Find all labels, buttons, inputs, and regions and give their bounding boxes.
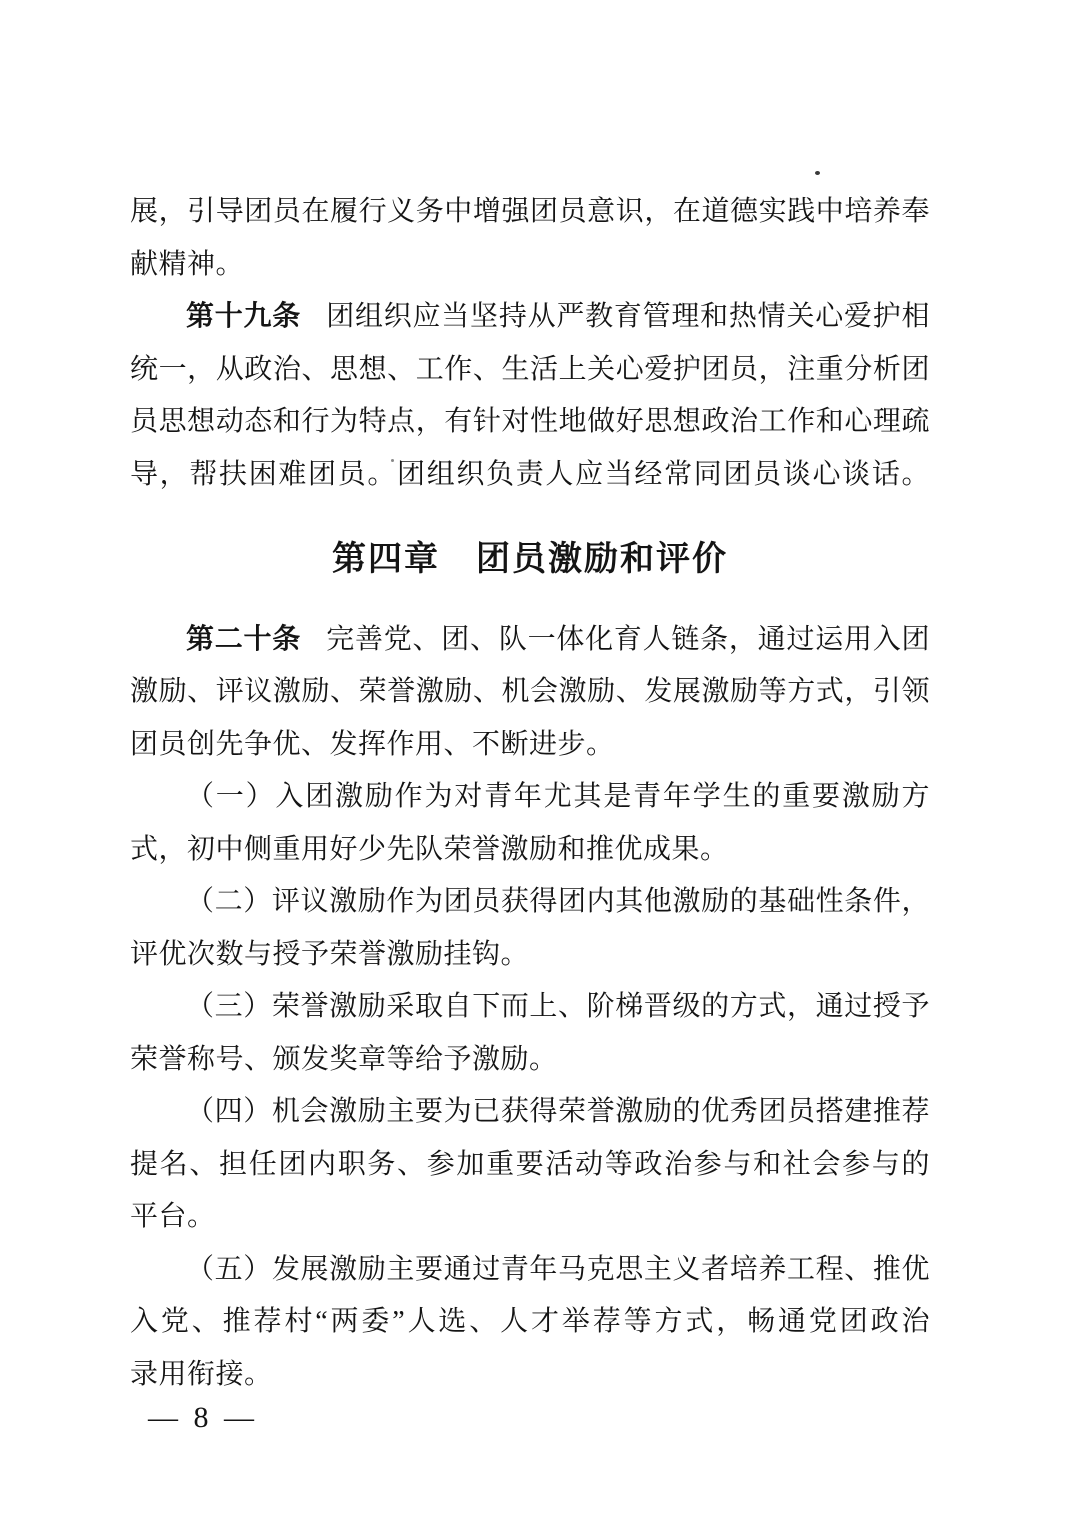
text-line: （二）评议激励作为团员获得团内其他激励的基础性条件， [186,886,930,917]
page-number: — 8 — [148,1401,258,1434]
text-line: 荣誉称号、颁发奖章等给予激励。 [130,1043,558,1075]
text-line: 展，引导团员在履行义务中增强团员意识，在道德实践中培养奉 [130,196,930,227]
text-line: 统一，从政治、思想、工作、生活上关心爱护团员，注重分析团 [130,353,930,385]
text-line: 平台。 [130,1201,216,1232]
article-number: 第二十条 [186,623,302,655]
text-line: （一）入团激励作为对青年尤其是青年学生的重要激励方 [186,781,930,812]
text-line: 入党、推荐村“两委”人选、人才举荐等方式，畅通党团政治 [130,1306,930,1337]
text-line: 第十九条 团组织应当坚持从严教育管理和热情关心爱护相 [186,301,930,332]
para-article-20 [130,614,930,772]
para-carryover [130,186,930,291]
text-line: 激励、评议激励、荣誉激励、机会激励、发展激励等方式，引领 [130,676,930,707]
text-line: 第二十条 完善党、团、队一体化育人链条，通过运用入团 [186,623,930,655]
scan-speck [815,171,820,175]
text-line: 评优次数与授予荣誉激励挂钩。 [130,938,530,970]
article-number: 第十九条 [186,301,302,332]
text-line: （三）荣誉激励采取自下而上、阶梯晋级的方式，通过授予 [186,991,930,1022]
text-line: 录用衔接。 [130,1358,273,1390]
text-line: 献精神。 [130,248,245,280]
text-line: （五）发展激励主要通过青年马克思主义者培养工程、推优 [186,1253,930,1285]
text-line: （四）机会激励主要为已获得荣誉激励的优秀团员搭建推荐 [186,1096,930,1127]
text-line: 提名、担任团内职务、参加重要活动等政治参与和社会参与的 [130,1148,930,1180]
para-item-2 [130,876,930,981]
para-article-19 [130,291,930,501]
text-line: 员思想动态和行为特点，有针对性地做好思想政治工作和心理疏 [130,406,930,437]
document-body [130,186,930,1401]
text-line: 团员创先争优、发挥作用、不断进步。 [130,728,615,760]
para-item-4 [130,1086,930,1244]
para-item-1 [130,771,930,876]
chapter-heading: 第四章 团员激励和评价 [332,540,728,578]
para-item-5 [130,1244,930,1402]
text-line: 式，初中侧重用好少先队荣誉激励和推优成果。 [130,833,729,865]
para-item-3 [130,981,930,1086]
text-line: 导，帮扶困难团员。团组织负责人应当经常同团员谈心谈话。 [130,458,930,490]
